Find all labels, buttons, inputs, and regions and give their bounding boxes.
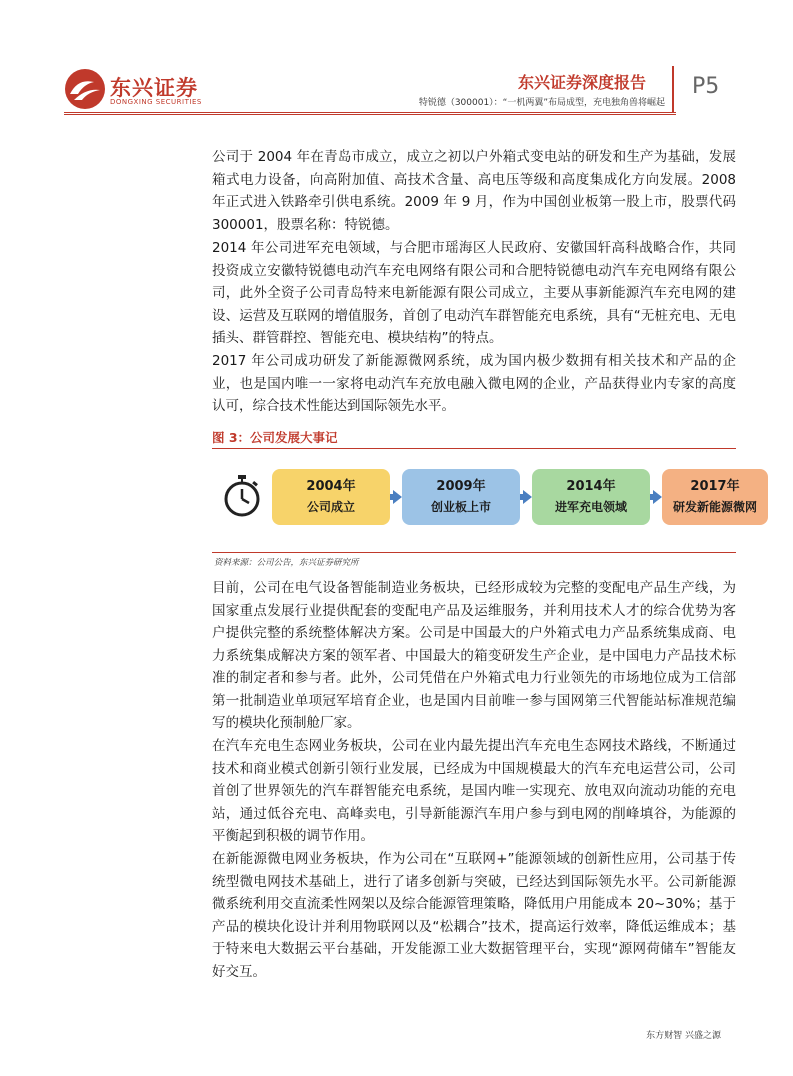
- paragraph-charging-network: 在汽车充电生态网业务板块，公司在业内最先提出汽车充电生态网技术路线，不断通过技术和商业模式创新引领行业发展，已经成为中国规模最大的汽车充电运营公司，公司首创了世界领先的汽车群智能充电系统，是国内唯一实现充、放电双向流动功能的充电站，通过低谷充电、高峰卖电，引导新能源汽车用户参与到电网的削峰填谷，为能源的平衡起到积极的调节作用。: [212, 738, 736, 844]
- figure-bottom-rule: [212, 552, 736, 553]
- header-rule-secondary: [64, 114, 676, 115]
- figure-top-rule: [212, 448, 736, 449]
- header-divider: [672, 66, 674, 112]
- milestone-year: 2004年: [306, 479, 356, 494]
- report-title: 东兴证券深度报告: [518, 73, 647, 92]
- header-rule: [64, 112, 676, 113]
- milestone-2009: [402, 469, 520, 525]
- logo-mark-icon: [64, 68, 106, 110]
- logo-text-cn: 东兴证券: [110, 76, 198, 100]
- company-logo: [64, 68, 214, 112]
- milestone-label: 创业板上市: [430, 500, 491, 514]
- stopwatch-icon: [222, 474, 262, 518]
- arrow-right-icon: [393, 490, 402, 504]
- figure-source: 资料来源：公司公告，东兴证券研究所: [214, 558, 359, 568]
- milestone-label: 公司成立: [306, 500, 355, 514]
- paragraph-microgrid: 2017 年公司成功研发了新能源微网系统，成为国内极少数拥有相关技术和产品的企业，也是国内唯一一家将电动汽车充放电融入微电网的企业，产品获得业内专家的高度认可，综合技术性能达到国际领先水平。: [212, 353, 736, 414]
- milestone-2017: [662, 469, 768, 525]
- milestone-year: 2017年: [690, 479, 740, 494]
- paragraph-charging-entry: 2014 年公司进军充电领域，与合肥市瑶海区人民政府、安徽国轩高科战略合作，共同投资成立安徽特锐德电动汽车充电网络有限公司和合肥特锐德电动汽车充电网络有限公司，此外全资子公司青岛特来电新能源有限公司成立，主要从事新能源汽车充电网的建设、运营及互联网的增值服务，首创了电动汽车群智能充电系统，具有“无桩充电、无电插头、群管群控、智能充电、模块结构”的特点。: [212, 240, 736, 346]
- footer-slogan: 东方财智 兴盛之源: [646, 1031, 721, 1041]
- milestone-2014: [532, 469, 650, 525]
- milestone-year: 2014年: [566, 479, 616, 494]
- page-number: P5: [692, 74, 720, 99]
- arrow-right-icon: [523, 490, 532, 504]
- milestone-2004: [272, 469, 390, 525]
- milestone-label: 研发新能源微网: [672, 500, 757, 514]
- paragraph-new-energy-microgrid: 在新能源微电网业务板块，作为公司在“互联网+”能源领域的创新性应用，公司基于传统型微电网技术基础上，进行了诸多创新与突破，已经达到国际领先水平。公司新能源微系统利用交直流柔性网架以及综合能源管理策略，降低用户用能成本 20~30%；基于产品的模块化设计并利用物联网以及“松耦合”技术，提高运行效率，降低运维成本；基于特来电大数据云平台基础，开发能源工业大数据管理平台，实现“源网荷储车”智能友好交互。: [212, 851, 736, 980]
- milestone-label: 进军充电领域: [554, 500, 627, 514]
- paragraph-electrical-equipment: 目前，公司在电气设备智能制造业务板块，已经形成较为完整的变配电产品生产线，为国家重点发展行业提供配套的变配电产品及运维服务，并利用技术人才的综合优势为客户提供完整的系统整体解决方案。公司是中国最大的户外箱式电力产品系统集成商、电力系统集成解决方案的领军者、中国最大的箱变研发生产企业，是中国电力产品技术标准的制定者和参与者。此外，公司凭借在户外箱式电力行业领先的市场地位成为工信部第一批制造业单项冠军培育企业，也是国内目前唯一参与国网第三代智能站标准规范编写的模块化预制舱厂家。: [212, 580, 736, 731]
- report-subtitle: 特锐德（300001）：“一机两翼”布局成型，充电独角兽将崛起: [418, 98, 665, 108]
- milestone-year: 2009年: [436, 479, 486, 494]
- paragraph-founding: 公司于 2004 年在青岛市成立，成立之初以户外箱式变电站的研发和生产为基础，发展箱式电力设备，向高附加值、高技术含量、高电压等级和高度集成化方向发展。2008 年正式进入铁路牵引供电系统。2009 年 9 月，作为中国创业板第一股上市，股票代码 300001，股票名称：特锐德。: [212, 149, 736, 233]
- logo-text-en: DONGXING SECURITIES: [110, 98, 202, 106]
- figure-title: 图 3：公司发展大事记: [212, 430, 338, 445]
- arrow-right-icon: [653, 490, 662, 504]
